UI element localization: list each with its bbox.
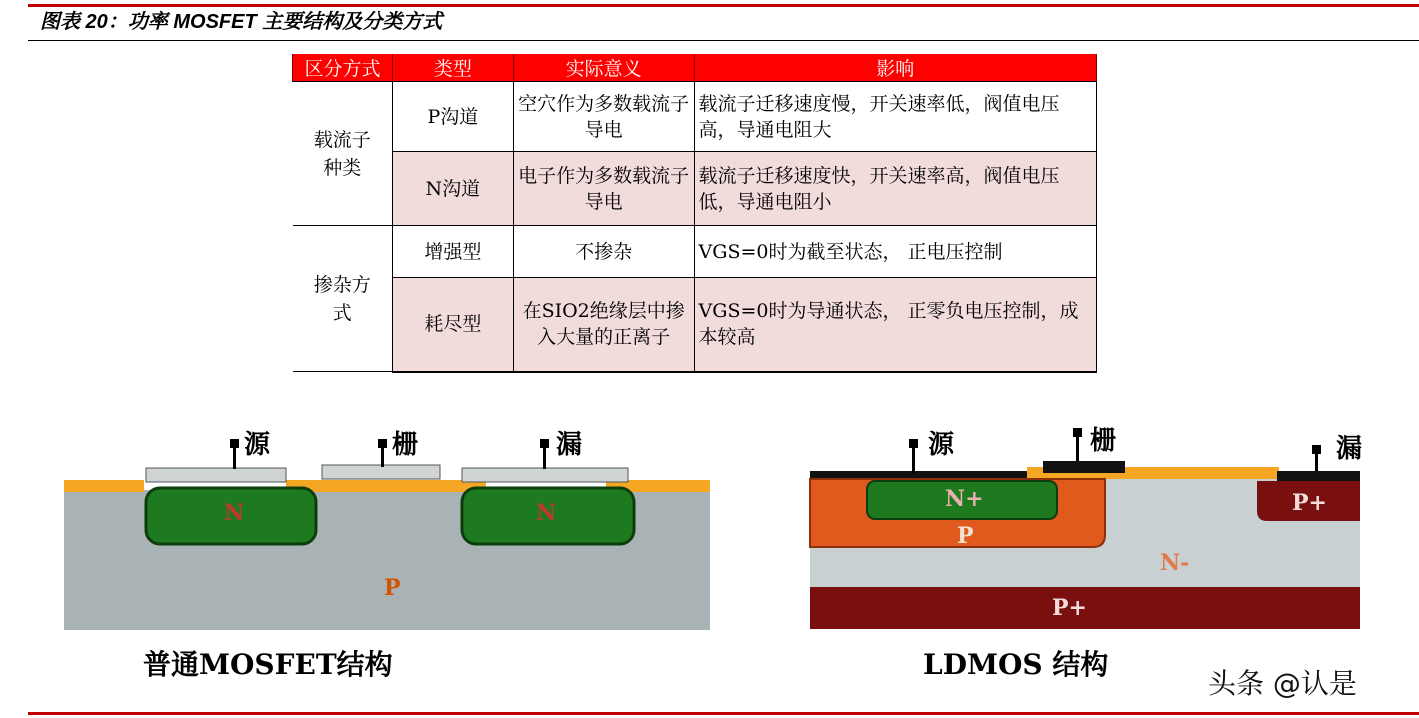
p-substrate-label: P xyxy=(384,575,401,601)
bottom-rule xyxy=(28,712,1419,715)
mosfet-caption: 普通MOSFET结构 xyxy=(143,648,393,681)
header-cell: 实际意义 xyxy=(513,54,694,82)
header-cell: 类型 xyxy=(392,54,513,82)
meaning-cell: 空穴作为多数载流子导电 xyxy=(513,82,694,152)
header-cell: 影响 xyxy=(694,54,1096,82)
type-cell: 耗尽型 xyxy=(392,278,513,372)
meaning-cell: 不掺杂 xyxy=(513,226,694,278)
n-plus-label: N+ xyxy=(945,486,984,512)
meaning-cell: 电子作为多数载流子导电 xyxy=(513,152,694,226)
table-row xyxy=(293,226,1097,278)
p-plus-drain-label: P+ xyxy=(1292,490,1327,516)
effect-cell: VGS=0时为截至状态， 正电压控制 xyxy=(694,226,1096,278)
oxide-left xyxy=(64,480,144,492)
effect-cell: VGS=0时为导通状态， 正零负电压控制，成本较高 xyxy=(694,278,1096,372)
classification-table xyxy=(292,54,1097,373)
type-cell: P沟道 xyxy=(392,82,513,152)
oxide-center xyxy=(286,480,486,492)
table-row xyxy=(293,152,1097,226)
drain-contact xyxy=(462,468,628,482)
source-terminal-dot xyxy=(230,439,239,448)
p-plus-substrate-label: P+ xyxy=(1052,595,1087,621)
group-name: 掺杂方式 xyxy=(313,273,371,324)
drain-label: 漏 xyxy=(556,430,583,460)
gate-terminal-dot xyxy=(378,439,387,448)
ldmos-source-label: 源 xyxy=(928,430,955,460)
gate-metal xyxy=(1043,461,1125,473)
group-cell xyxy=(293,82,393,226)
gate-label: 栅 xyxy=(392,430,419,460)
table-row xyxy=(293,278,1097,372)
ldmos-drain-terminal-dot xyxy=(1312,445,1321,454)
type-cell: 增强型 xyxy=(392,226,513,278)
ldmos-drain-label: 漏 xyxy=(1336,434,1363,464)
n-region-left-label: N xyxy=(224,500,245,526)
table-header-row xyxy=(293,54,1097,82)
figure-title: 图表 20：功率 MOSFET 主要结构及分类方式 xyxy=(40,11,443,33)
ldmos-gate-terminal-dot xyxy=(1073,428,1082,437)
drain-terminal-dot xyxy=(540,439,549,448)
ldmos-gate-label: 栅 xyxy=(1090,426,1117,456)
gate-contact xyxy=(322,465,440,479)
n-minus-label: N- xyxy=(1160,550,1190,576)
type-cell: N沟道 xyxy=(392,152,513,226)
ldmos-caption: LDMOS 结构 xyxy=(923,648,1109,681)
mosfet-diagram xyxy=(60,420,720,640)
effect-cell: 载流子迁移速度慢，开关速率低，阀值电压高，导通电阻大 xyxy=(694,82,1096,152)
watermark: 头条 @认是 xyxy=(1208,667,1357,700)
effect-cell: 载流子迁移速度快，开关速率高，阀值电压低，导通电阻小 xyxy=(694,152,1096,226)
group-cell xyxy=(293,226,393,372)
meaning-cell: 在SIO2绝缘层中掺入大量的正离子 xyxy=(513,278,694,372)
source-label: 源 xyxy=(244,430,271,460)
group-name: 载流子种类 xyxy=(313,128,371,179)
table-row xyxy=(293,82,1097,152)
ldmos-source-terminal-dot xyxy=(909,439,918,448)
drain-metal xyxy=(1277,471,1360,481)
n-region-right-label: N xyxy=(536,500,557,526)
source-contact xyxy=(146,468,286,482)
p-body-label: P xyxy=(957,523,974,549)
header-cell: 区分方式 xyxy=(293,54,393,82)
title-rule xyxy=(28,40,1419,41)
